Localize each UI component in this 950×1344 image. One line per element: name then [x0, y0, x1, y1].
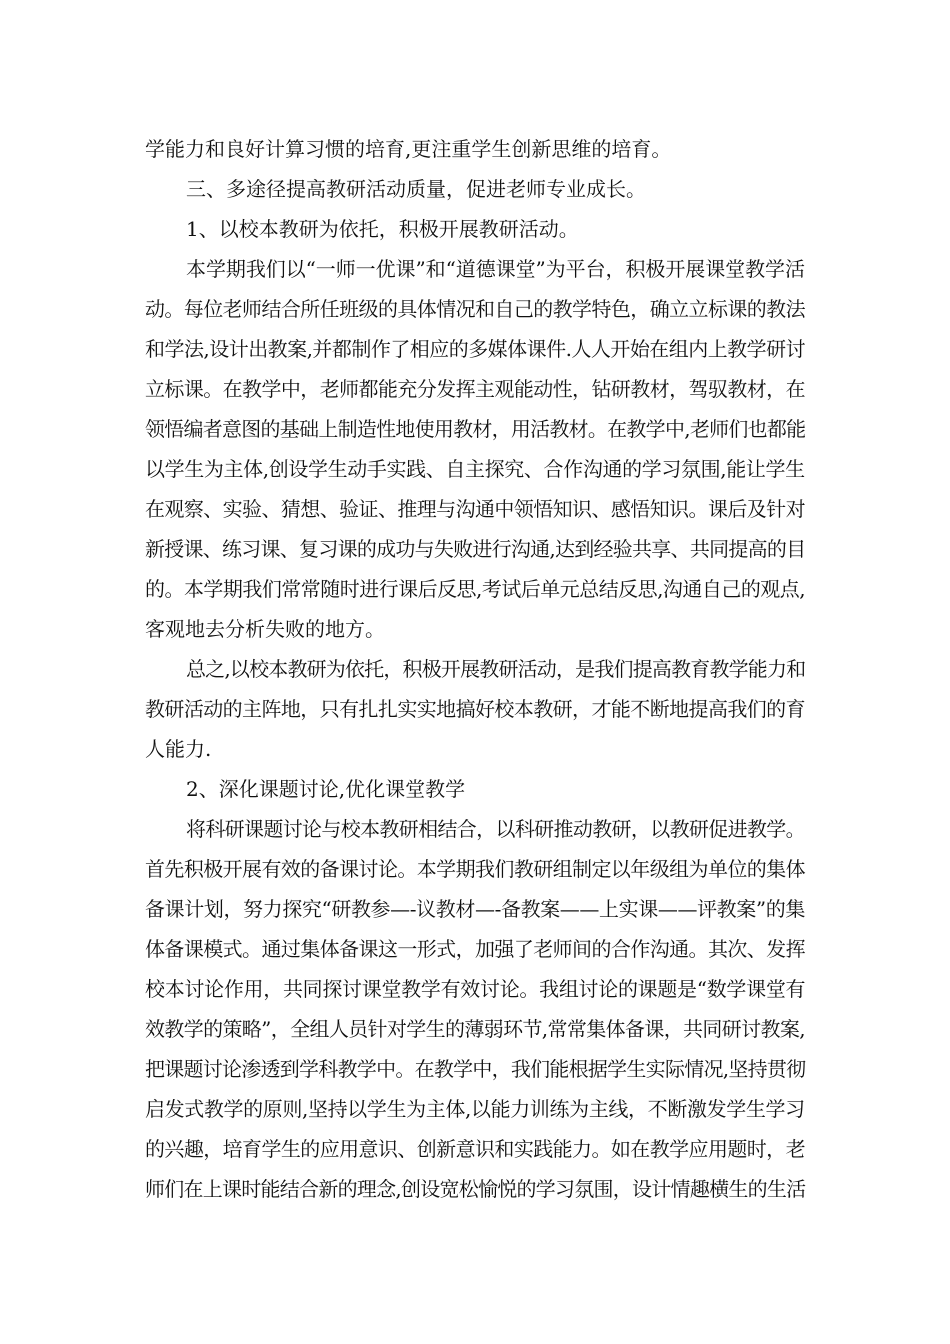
- text-line-4: 本学期我们以“一师一优课”和“道德课堂”为平台，积极开展课堂教学活: [186, 257, 805, 281]
- heading-section-3: 三、多途径提高教研活动质量，促进老师专业成长。: [186, 177, 646, 201]
- text-line-15: 教研活动的主阵地，只有扎扎实实地搞好校本教研，才能不断地提高我们的育: [145, 697, 805, 721]
- text-line-12: 的。本学期我们常常随时进行课后反思,考试后单元总结反思,沟通自己的观点,: [145, 577, 806, 601]
- text-line-19: 首先积极开展有效的备课讨论。本学期我们教研组制定以年级组为单位的集体: [145, 857, 805, 881]
- text-line-16: 人能力.: [145, 737, 212, 761]
- text-line-20: 备课计划，努力探究“研教参—-议教材—-备教案——上实课——评教案”的集: [145, 897, 805, 921]
- text-line-23: 效教学的策略”，全组人员针对学生的薄弱环节,常常集体备课，共同研讨教案,: [145, 1017, 805, 1041]
- subheading-2: 2、深化课题讨论,优化课堂教学: [186, 777, 466, 801]
- text-line-25: 启发式教学的原则,坚持以学生为主体,以能力训练为主线，不断激发学生学习: [145, 1097, 805, 1121]
- text-line-6: 和学法,设计出教案,并都制作了相应的多媒体课件.人人开始在组内上教学研讨: [145, 337, 806, 361]
- text-line-26: 的兴趣，培育学生的应用意识、创新意识和实践能力。如在教学应用题时，老: [145, 1137, 805, 1161]
- text-line-10: 在观察、实验、猜想、验证、推理与沟通中领悟知识、感悟知识。课后及针对: [145, 497, 805, 521]
- text-line-22: 校本讨论作用，共同探讨课堂教学有效讨论。我组讨论的课题是“数学课堂有: [145, 977, 806, 1001]
- text-line-9: 以学生为主体,创设学生动手实践、自主探究、合作沟通的学习氛围,能让学生: [145, 457, 805, 481]
- text-line-24: 把课题讨论渗透到学科教学中。在教学中，我们能根据学生实际情况,坚持贯彻: [145, 1057, 806, 1081]
- text-line-8: 领悟编者意图的基础上制造性地使用教材，用活教材。在教学中,老师们也都能: [145, 417, 806, 441]
- text-line-21: 体备课模式。通过集体备课这一形式，加强了老师间的合作沟通。其次、发挥: [145, 937, 805, 961]
- text-line-7: 立标课。在教学中，老师都能充分发挥主观能动性，钻研教材，驾驭教材，在: [145, 377, 805, 401]
- text-line-1: 学能力和良好计算习惯的培育,更注重学生创新思维的培育。: [145, 137, 672, 161]
- text-line-13: 客观地去分析失败的地方。: [145, 617, 385, 641]
- text-line-11: 新授课、练习课、复习课的成功与失败进行沟通,达到经验共享、共同提高的目: [145, 537, 806, 561]
- text-line-14: 总之,以校本教研为依托，积极开展教研活动，是我们提高教育教学能力和: [186, 657, 806, 681]
- text-line-27: 师们在上课时能结合新的理念,创设宽松愉悦的学习氛围，设计情趣横生的生活: [145, 1177, 806, 1201]
- text-line-5: 动。每位老师结合所任班级的具体情况和自己的教学特色，确立立标课的教法: [145, 297, 805, 321]
- subheading-1: 1、以校本教研为依托，积极开展教研活动。: [186, 217, 579, 241]
- text-line-18: 将科研课题讨论与校本教研相结合，以科研推动教研，以教研促进教学。: [186, 817, 805, 841]
